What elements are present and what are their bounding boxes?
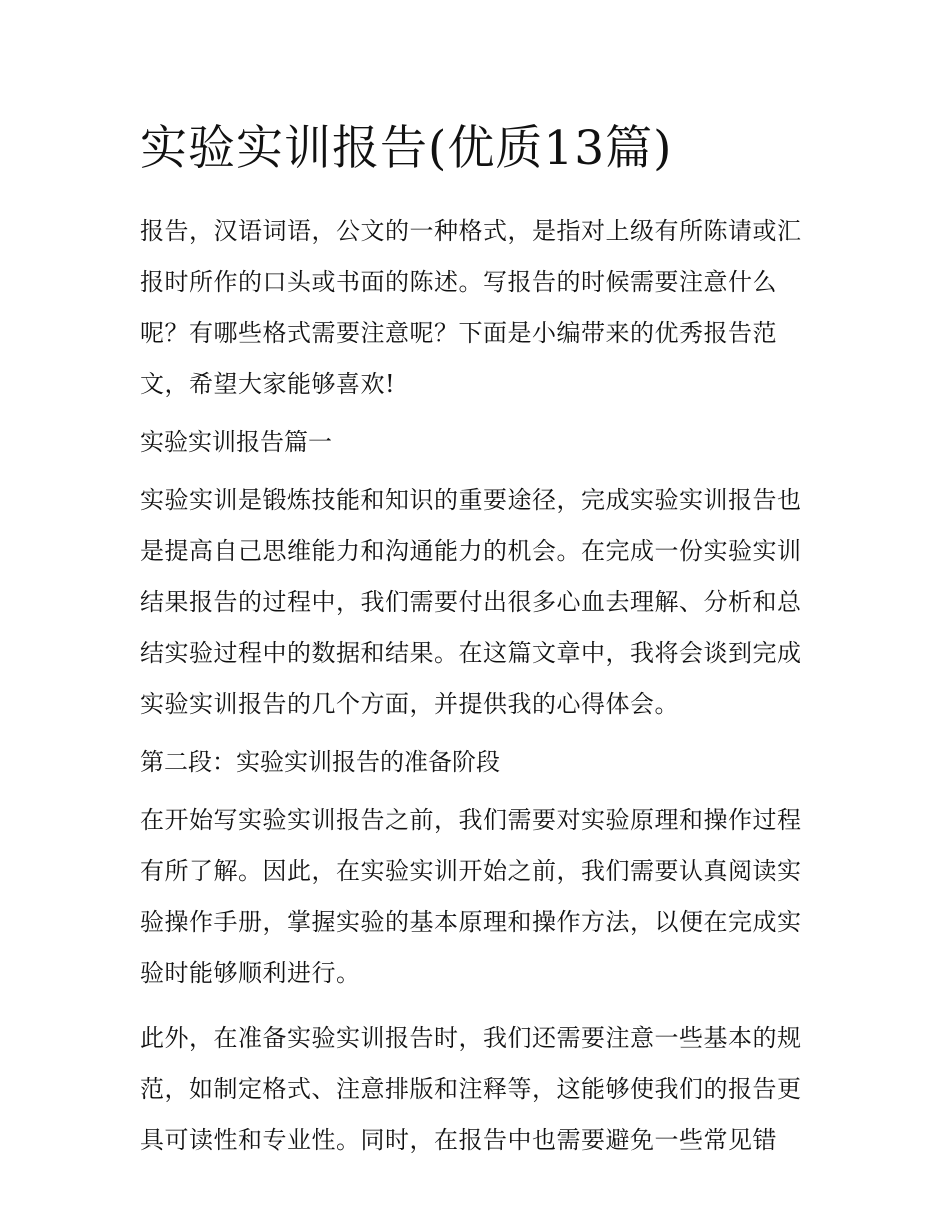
document-title: 实验实训报告(优质13篇) (140, 121, 673, 176)
intro-paragraph (140, 206, 815, 410)
section-two-heading: 第二段：实验实训报告的准备阶段 (140, 748, 500, 776)
paragraph-line: 是提高自己思维能力和沟通能力的机会。在完成一份实验实训 (140, 537, 802, 565)
paragraph-line: 实验实训是锻炼技能和知识的重要途径，完成实验实训报告也 (140, 486, 802, 514)
paragraph-line: 具可读性和专业性。同时，在报告中也需要避免一些常见错 (140, 1126, 777, 1154)
paragraph-line: 结果报告的过程中，我们需要付出很多心血去理解、分析和总 (140, 588, 802, 616)
section-two-paragraph-1 (140, 795, 815, 999)
paragraph-line: 有所了解。因此，在实验实训开始之前，我们需要认真阅读实 (140, 857, 802, 885)
paragraph-line: 验时能够顺利进行。 (140, 959, 361, 987)
paragraph-line: 在开始写实验实训报告之前，我们需要对实验原理和操作过程 (140, 806, 802, 834)
document-body (140, 118, 815, 1180)
paragraph-line: 范，如制定格式、注意排版和注释等，这能够使我们的报告更 (140, 1075, 802, 1103)
section-one-heading: 实验实训报告篇一 (140, 428, 332, 456)
paragraph-line: 实验实训报告的几个方面，并提供我的心得体会。 (140, 690, 679, 718)
paragraph-line: 验操作手册，掌握实验的基本原理和操作方法，以便在完成实 (140, 908, 802, 936)
section-two-paragraph-2 (140, 1013, 815, 1166)
intro-line: 文，希望大家能够喜欢! (140, 370, 396, 398)
paragraph-line: 此外，在准备实验实训报告时，我们还需要注意一些基本的规 (140, 1024, 802, 1052)
paragraph-line: 结实验过程中的数据和结果。在这篇文章中，我将会谈到完成 (140, 639, 802, 667)
section-one-paragraph (140, 475, 815, 730)
intro-line: 报时所作的口头或书面的陈述。写报告的时候需要注意什么 (140, 268, 777, 296)
intro-line: 呢？有哪些格式需要注意呢？下面是小编带来的优秀报告范 (140, 319, 777, 347)
intro-line: 报告，汉语词语，公文的一种格式，是指对上级有所陈请或汇 (140, 217, 802, 245)
